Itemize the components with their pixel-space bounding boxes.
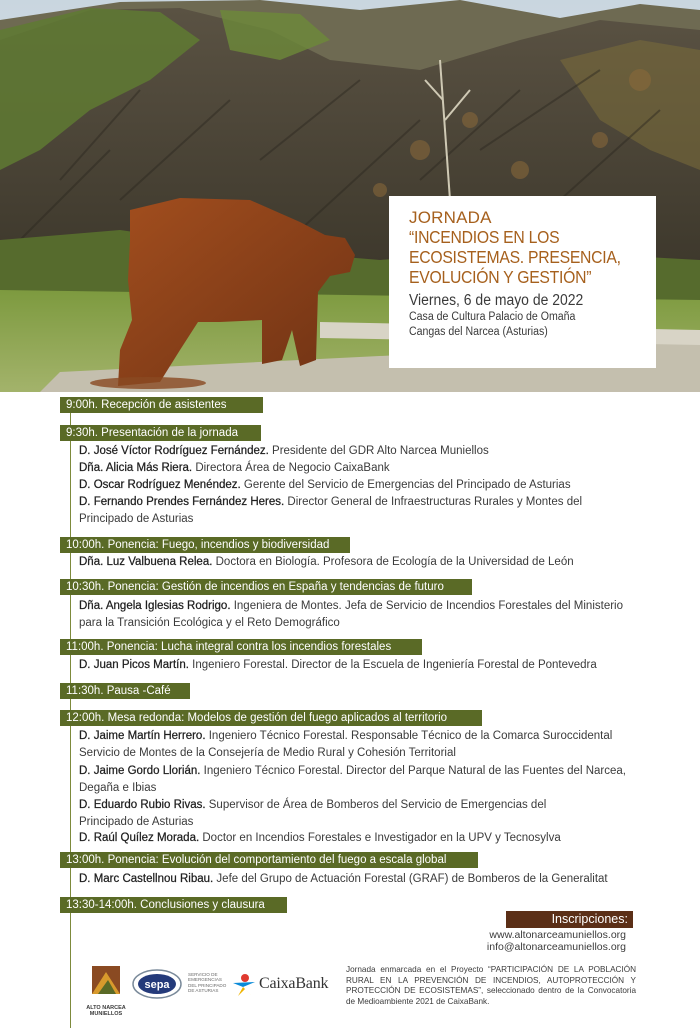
event-title-card <box>389 196 656 368</box>
speaker-line <box>79 763 626 779</box>
event-venue-line: Cangas del Narcea (Asturias) <box>409 326 548 338</box>
speaker-description: Ingeniero Técnico Forestal. Responsable Técnico de la Comarca Suroccidental <box>205 730 613 742</box>
schedule-time-slot: 12:00h. Mesa redonda: Modelos de gestión del fuego aplicados al territorio <box>60 710 482 726</box>
speaker-description: para la Transición Ecológica y el Reto Demográfico <box>79 617 340 629</box>
speaker-name: Dña. Angela Iglesias Rodrigo. <box>79 600 231 612</box>
event-title-line: “INCENDIOS EN LOS <box>409 227 560 247</box>
speaker-description: Doctora en Biología. Profesora de Ecología de la Universidad de León <box>212 556 574 568</box>
speaker-name: Dña. Alicia Más Riera. <box>79 462 193 474</box>
gdr-logo-icon <box>86 966 126 1000</box>
speaker-name: D. Eduardo Rubio Rivas. <box>79 799 206 811</box>
speaker-line <box>79 494 582 510</box>
speaker-description: Doctor en Incendios Forestales e Investigador en la UPV y Tecnosylva <box>199 832 561 844</box>
speaker-name: D. Juan Picos Martín. <box>79 659 189 671</box>
speaker-name: D. José Víctor Rodríguez Fernández. <box>79 445 269 457</box>
event-title <box>409 227 652 287</box>
event-title-line: EVOLUCIÓN Y GESTIÓN” <box>409 267 592 287</box>
speaker-line <box>79 728 612 744</box>
footer-note: Jornada enmarcada en el Proyecto “PARTICIPACIÓN DE LA POBLACIÓN RURAL EN LA PREVENCIÓN DE INCENDIOS, AUTOPROTECCIÓN Y PROTECCIÓN DE ECOSISTEMAS”, seleccionado dentro de la Convocatoria de Medioambiente 2021 de CaixaBank. <box>346 965 636 1006</box>
event-kicker: JORNADA <box>409 208 492 227</box>
sepa-logo-caption: SERVICIO DE EMERGENCIAS DEL PRINCIPADO DE ASTURIAS <box>188 972 227 994</box>
speaker-line <box>79 615 340 631</box>
speaker-line <box>79 830 561 846</box>
sepa-logo <box>132 968 227 1002</box>
speaker-line <box>79 511 193 527</box>
event-venue-line: Casa de Cultura Palacio de Omaña <box>409 311 576 323</box>
speaker-name: D. Jaime Martín Herrero. <box>79 730 206 742</box>
schedule-time-slot: 11:30h. Pausa -Café <box>60 683 190 699</box>
speaker-line <box>79 460 390 476</box>
speaker-line <box>79 598 623 614</box>
schedule-time-slot: 13:00h. Ponencia: Evolución del comportamiento del fuego a escala global <box>60 852 478 868</box>
speaker-description: Servicio de Montes de la Consejería de Medio Rural y Cohesión Territorial <box>79 747 456 759</box>
inscripciones-email-link[interactable]: info@altonarceamuniellos.org <box>486 941 626 953</box>
speaker-description: Directora Área de Negocio CaixaBank <box>192 462 390 474</box>
speaker-line <box>79 797 546 813</box>
schedule-time-slot: 13:30-14:00h. Conclusiones y clausura <box>60 897 287 913</box>
speaker-description: Ingeniero Forestal. Director de la Escuela de Ingeniería Forestal de Pontevedra <box>188 659 597 671</box>
speaker-line <box>79 814 193 830</box>
speaker-line <box>79 780 156 796</box>
schedule-time-slot: 9:00h. Recepción de asistentes <box>60 397 263 413</box>
speaker-line <box>79 443 489 459</box>
gdr-logo-caption: ALTO NARCEA MUNIELLOS <box>86 1005 126 1017</box>
speaker-description: Ingeniero Técnico Forestal. Director del Parque Natural de las Fuentes del Narcea, <box>200 765 626 777</box>
schedule-time-slot: 10:00h. Ponencia: Fuego, incendios y biodiversidad <box>60 537 350 553</box>
speaker-description: Presidente del GDR Alto Narcea Muniellos <box>268 445 489 457</box>
inscripciones-label: Inscripciones: <box>506 911 633 928</box>
speaker-name: D. Jaime Gordo Llorián. <box>79 765 201 777</box>
speaker-name: D. Oscar Rodríguez Menéndez. <box>79 479 241 491</box>
speaker-line <box>79 554 574 570</box>
speaker-description: Principado de Asturias <box>79 513 194 525</box>
event-date: Viernes, 6 de mayo de 2022 <box>409 292 584 309</box>
speaker-description: Director General de Infraestructuras Rurales y Montes del <box>284 496 583 508</box>
speaker-line <box>79 657 597 673</box>
speaker-name: D. Marc Castellnou Ribau. <box>79 873 214 885</box>
speaker-name: D. Raúl Quílez Morada. <box>79 832 200 844</box>
speaker-line <box>79 477 571 493</box>
speaker-description: Gerente del Servicio de Emergencias del Principado de Asturias <box>240 479 571 491</box>
speaker-line <box>79 871 608 887</box>
schedule-time-slot: 11:00h. Ponencia: Lucha integral contra los incendios forestales <box>60 639 422 655</box>
speaker-name: Dña. Luz Valbuena Relea. <box>79 556 213 568</box>
speaker-line <box>79 745 456 761</box>
speaker-description: Principado de Asturias <box>79 816 194 828</box>
schedule-time-slot: 10:30h. Ponencia: Gestión de incendios en España y tendencias de futuro <box>60 579 472 595</box>
event-title-line: ECOSISTEMAS. PRESENCIA, <box>409 247 621 267</box>
speaker-description: Supervisor de Área de Bomberos del Servicio de Emergencias del <box>205 799 547 811</box>
speaker-name: D. Fernando Prendes Fernández Heres. <box>79 496 285 508</box>
schedule-time-slot: 9:30h. Presentación de la jornada <box>60 425 261 441</box>
event-venue <box>409 310 648 340</box>
caixabank-logo <box>229 973 334 997</box>
sepa-logo-icon <box>132 968 184 1002</box>
speaker-description: Degaña e Ibias <box>79 782 157 794</box>
caixabank-wordmark: CaixaBank <box>259 975 329 992</box>
caixabank-star-icon <box>229 973 257 997</box>
speaker-description: Jefe del Grupo de Actuación Forestal (GRAF) de Bomberos de la Generalitat <box>213 873 608 885</box>
gdr-logo <box>86 966 126 1017</box>
inscripciones-web-link[interactable]: www.altonarceamuniellos.org <box>489 929 626 941</box>
sepa-logo-mark: sepa <box>144 979 170 991</box>
speaker-description: Ingeniera de Montes. Jefa de Servicio de Incendios Forestales del Ministerio <box>230 600 624 612</box>
